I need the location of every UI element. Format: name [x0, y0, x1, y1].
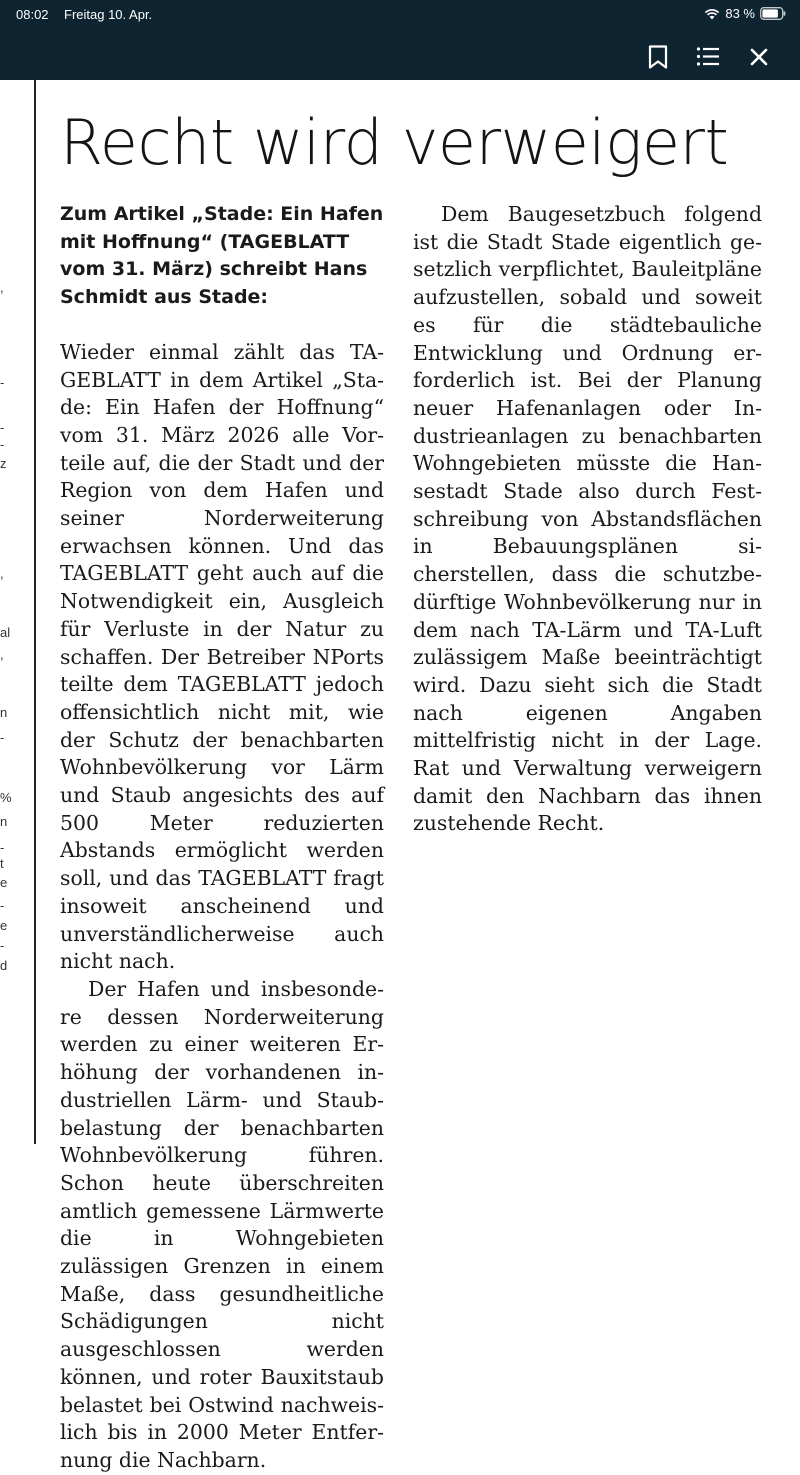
- table-of-contents-button[interactable]: [695, 44, 721, 70]
- text-fragment: -: [0, 420, 5, 435]
- text-fragment: t: [0, 856, 4, 871]
- previous-article-edge[interactable]: [0, 80, 35, 1151]
- text-fragment: -: [0, 840, 5, 855]
- battery-percent: 83 %: [725, 6, 755, 21]
- text-fragment: e: [0, 875, 8, 890]
- text-fragment: n: [0, 814, 8, 829]
- top-bar: [0, 0, 800, 80]
- text-fragment: -: [0, 375, 5, 390]
- text-fragment: -: [0, 938, 5, 953]
- bookmark-icon: [645, 44, 671, 70]
- article-column-right: [413, 201, 762, 838]
- column-divider: [34, 80, 36, 1144]
- text-fragment: al: [0, 625, 11, 640]
- article-column-left: [60, 201, 384, 1475]
- status-indicators: [704, 6, 786, 21]
- text-fragment: e: [0, 918, 8, 933]
- status-time: 08:02: [16, 7, 49, 22]
- text-fragment: -: [0, 730, 5, 745]
- text-fragment: -: [0, 437, 5, 452]
- wifi-icon: [704, 8, 720, 20]
- text-fragment: ,: [0, 566, 4, 581]
- text-fragment: d: [0, 958, 8, 973]
- text-fragment: ,: [0, 647, 4, 662]
- article-paragraph: Dem Baugesetzbuch folgend ist die Stadt Stade eigentlich gesetzlich verpflichtet, Bauleitpläne aufzustellen, sobald und soweit es für die städtebauliche Entwicklung und Ordnung erforderlich ist. Bei der Planung neuer Hafenanlagen oder Industrieanlagen zu benachbarten Wohngebieten müsste die Hansestadt Stade also durch Festschreibung von Abstandsflächen in Bebauungsplänen sicherstellen, dass die schutzbedürftige Wohnbevölkerung nur in dem nach TA-Lärm und TA-Luft zulässigem Maße beeinträchtigt wird. Dazu sieht sich die Stadt nach eigenen Angaben mittelfristig nicht in der Lage. Rat und Verwaltung verweigern damit den Nachbarn das ihnen zustehende Recht.: [413, 202, 762, 836]
- text-fragment: n: [0, 705, 8, 720]
- text-fragment: z: [0, 456, 7, 471]
- list-icon: [695, 44, 721, 70]
- text-fragment: %: [0, 790, 12, 805]
- article-paragraph: Der Hafen und insbesondere dessen Norderweiterung werden zu einer weiteren Erhöhung der vorhandenen industriellen Lärm- und Staubbelastung der benachbarten Wohnbevölkerung führen. Schon heute überschreiten amtlich gemessene Lärmwerte die in Wohngebieten zulässigen Grenzen in einem Maße, dass gesundheitliche Schädigungen nicht ausgeschlossen werden können, und roter Bauxitstaub belastet bei Ostwind nachweislich bis in 2000 Meter Entfernung die Nachbarn.: [60, 976, 384, 1472]
- battery-icon: [760, 7, 786, 20]
- text-fragment: ,: [0, 280, 4, 295]
- bookmark-button[interactable]: [645, 44, 671, 70]
- article-headline: Recht wird verweigert: [60, 106, 729, 179]
- text-fragment: -: [0, 898, 5, 913]
- status-date: Freitag 10. Apr.: [64, 7, 153, 22]
- article-paragraph: Wieder einmal zählt das TAGEBLATT in dem Artikel „Stade: Ein Hafen der Hoffnung“ vom 31. März 2026 alle Vorteile auf, die der Stadt und der Region von dem Hafen und seiner Norderweiterung erwachsen können. Und das TAGEBLATT geht auch auf die Notwendigkeit ein, Ausgleich für Verluste in der Natur zu schaffen. Der Betreiber NPorts teilte dem TAGEBLATT jedoch offensichtlich nicht mit, wie der Schutz der benachbarten Wohnbevölkerung vor Lärm und Staub angesichts des auf 500 Meter reduzierten Abstands ermöglicht werden soll, und das TAGEBLATT fragt insoweit anscheinend und unverständlicherweise auch nicht nach.: [60, 339, 384, 974]
- close-button[interactable]: [746, 44, 772, 70]
- article-lead: Zum Artikel „Stade: Ein Hafen mit Hoffnung“ (TAGEBLATT vom 31. März) schreibt Hans Schmidt aus Stade:: [60, 203, 384, 309]
- close-icon: [746, 44, 772, 70]
